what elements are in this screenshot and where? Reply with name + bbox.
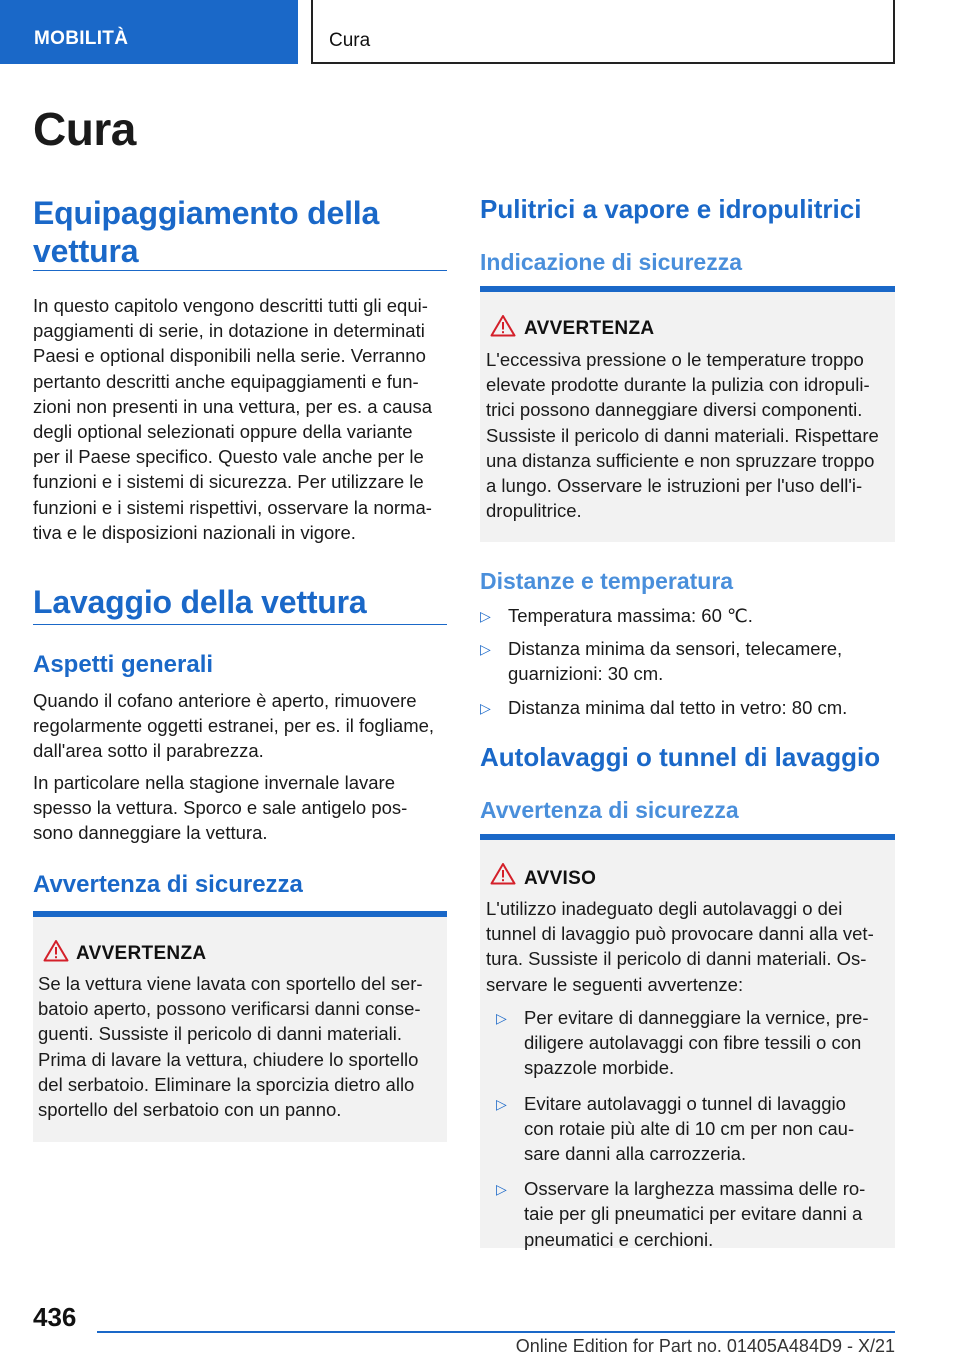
text-line: spesso la vettura. Sporco e sale antigelo pos-: [33, 797, 408, 819]
general-paragraph-1: [33, 688, 434, 764]
section-tab: [0, 0, 298, 64]
list-item: ▷ Temperatura massima: 60 ℃.: [480, 603, 895, 628]
general-paragraph-2: [33, 770, 407, 846]
text-line: guenti. Sussiste il pericolo di danni materiali.: [38, 1023, 403, 1045]
equipment-heading-line-1: Equipaggiamento della: [33, 195, 380, 231]
equipment-paragraph: [33, 293, 432, 545]
distances-heading: Distanze e temperatura: [480, 568, 734, 594]
edition-text: Online Edition for Part no. 01405A484D9 - X/21: [515, 1336, 895, 1356]
warning-triangle-icon: [43, 939, 69, 962]
equipment-heading-line-2: vettura: [33, 233, 139, 269]
text-line: Prima di lavare la vettura, chiudere lo sportello: [38, 1048, 419, 1070]
text-line: zioni non presenti in una vettura, per es. a causa: [33, 395, 433, 417]
text-line: tura. Sussiste il pericolo di danni materiali. Os-: [486, 948, 867, 970]
left-safety-heading: Avvertenza di sicurezza: [33, 871, 303, 898]
warning-triangle-icon: [490, 862, 516, 885]
bullet-triangle-icon: ▷: [496, 1181, 507, 1198]
text-line: dropulitrice.: [486, 500, 582, 522]
chapter-label: Cura: [329, 30, 371, 51]
text-line: elevate prodotte durante la pulizia con idropuli-: [486, 374, 870, 396]
wash-heading-rule: [33, 624, 447, 625]
text-line: funzioni e i sistemi rispettivi, osservare la norma-: [33, 496, 432, 518]
right-safety-heading-1: Indicazione di sicurezza: [480, 249, 743, 275]
text-line: paggiamenti di serie, in dotazione in determinati: [33, 320, 425, 342]
warning-text: [38, 971, 423, 1122]
right-safety-heading-2: Avvertenza di sicurezza: [480, 797, 739, 823]
warning-text: [486, 347, 879, 523]
steam-warning-box: [480, 286, 895, 542]
footer-rule: [97, 1331, 895, 1333]
bullet-triangle-icon: ▷: [496, 1010, 507, 1026]
warning-title: AVVISO: [524, 868, 597, 889]
text-line: pertanto descritti anche equipaggiamenti e fun-: [33, 370, 419, 392]
warning-text: [486, 896, 874, 997]
text-line: tiva e le disposizioni nazionali in vigore.: [33, 521, 356, 543]
chapter-tab: [311, 0, 895, 64]
text-line: regolarmente oggetti estranei, per es. il fogliame,: [33, 715, 435, 737]
text-line: Quando il cofano anteriore è aperto, rimuovere: [33, 690, 417, 711]
text-line: a lungo. Osservare le istruzioni per l'uso dell'i-: [486, 475, 863, 497]
text-line: Paesi e optional disponibili nella serie. Verranno: [33, 345, 426, 367]
text-line: In particolare nella stagione invernale lavare: [33, 772, 395, 793]
text-line: funzioni e i sistemi di sicurezza. Per utilizzare le: [33, 471, 424, 493]
text-line: trici possono danneggiare diversi componenti.: [486, 399, 863, 421]
list-item: ▷ Osservare la larghezza massima delle ro- taie per gli pneumatici per evitare danni a pneumatici e cerchioni.: [496, 1178, 866, 1250]
text-line: batoio aperto, possono verificarsi danni conse-: [38, 998, 421, 1020]
carwash-warning-box: [480, 834, 895, 1248]
warning-title: AVVERTENZA: [76, 943, 207, 964]
distances-list: [480, 603, 895, 728]
text-line: per il Paese specifico. Questo vale anche per le: [33, 446, 424, 468]
equipment-heading-rule: [33, 270, 447, 271]
text-line: sportello del serbatoio con un panno.: [38, 1099, 342, 1121]
list-item: ▷ Per evitare di danneggiare la vernice, pre- diligere autolavaggi con fibre tessili o con spazzole morbide.: [496, 1007, 869, 1079]
text-line: Sussiste il pericolo di danni materiali. Rispettare: [486, 424, 879, 446]
bullet-triangle-icon: ▷: [480, 608, 491, 624]
section-label: MOBILITÀ: [34, 28, 129, 49]
list-item: ▷ Evitare autolavaggi o tunnel di lavaggio con rotaie più alte di 10 cm per non cau- sare danni alla carrozzeria.: [496, 1092, 855, 1165]
text-line: tunnel di lavaggio può provocare danni alla vet-: [486, 923, 874, 945]
wash-heading: Lavaggio della vettura: [33, 584, 367, 620]
text-line: una distanza sufficiente e non spruzzare troppo: [486, 449, 875, 471]
left-warning-box: [33, 911, 447, 1142]
warning-triangle-icon: [490, 314, 516, 337]
equipment-heading: [33, 194, 379, 270]
list-item: ▷ Distanza minima da sensori, telecamere, guarnizioni: 30 cm.: [480, 638, 843, 685]
warning-title: AVVERTENZA: [524, 318, 655, 339]
bullet-triangle-icon: ▷: [496, 1095, 507, 1112]
text-line: degli optional selezionati oppure della variante: [33, 421, 413, 443]
bullet-triangle-icon: ▷: [480, 641, 491, 658]
text-line: In questo capitolo vengono descritti tutti gli equi-: [33, 295, 428, 316]
list-item: ▷ Distanza minima dal tetto in vetro: 80 cm.: [480, 695, 895, 720]
text-line: L'eccessiva pressione o le temperature troppo: [486, 349, 864, 370]
carwash-list: [496, 1005, 891, 1260]
text-line: servare le seguenti avvertenze:: [486, 973, 744, 995]
text-line: sono danneggiare la vettura.: [33, 822, 268, 844]
steam-heading: Pulitrici a vapore e idropulitrici: [480, 194, 862, 224]
text-line: Se la vettura viene lavata con sportello del ser-: [38, 973, 423, 994]
text-line: dall'area sotto il parabrezza.: [33, 740, 264, 762]
general-heading: Aspetti generali: [33, 651, 214, 678]
bullet-triangle-icon: ▷: [480, 699, 491, 716]
page-title: Cura: [33, 103, 136, 155]
carwash-heading: Autolavaggi o tunnel di lavaggio: [480, 742, 881, 772]
text-line: L'utilizzo inadeguato degli autolavaggi o dei: [486, 898, 843, 919]
text-line: del serbatoio. Eliminare la sporcizia dietro allo: [38, 1073, 415, 1095]
page-number: 436: [33, 1302, 77, 1332]
